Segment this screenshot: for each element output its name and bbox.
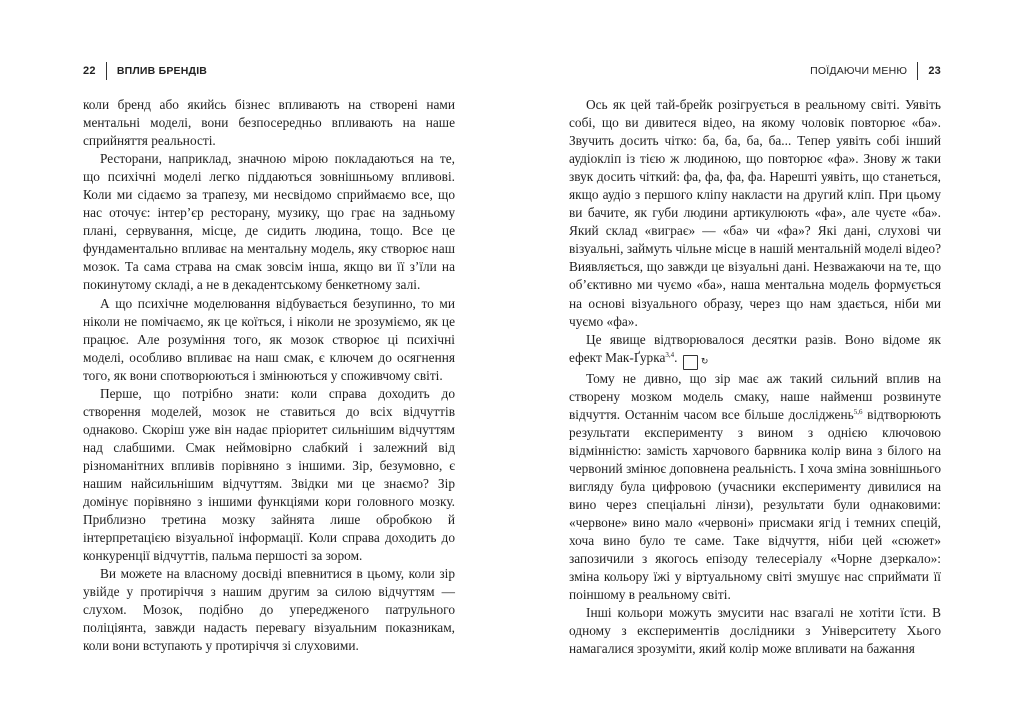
paragraph-text-end: . — [674, 349, 678, 365]
left-running-head — [83, 62, 207, 80]
left-body-text — [83, 96, 455, 655]
right-running-title: ПОЇДАЮЧИ МЕНЮ — [810, 65, 908, 77]
footnote-ref: 3,4 — [665, 350, 675, 359]
header-divider — [106, 62, 107, 80]
paragraph — [569, 331, 941, 370]
paragraph: коли бренд або якийсь бізнес впливають на створені нами ментальні моделі, вони безпосередньо впливають на наше сприйняття реальності. — [83, 97, 455, 149]
video-link-icon: ↻ — [683, 355, 698, 370]
paragraph-text: Тому не дивно, що зір має аж такий сильний вплив на створену мозком модель смаку, наше найменш розвинуте відчуття. Останнім часом все більше досліджень — [569, 370, 941, 422]
left-page-number: 22 — [83, 65, 96, 77]
right-body-text — [569, 96, 941, 658]
paragraph-text: Це явище відтворювалося десятки разів. Воно відоме як ефект Мак-Ґурка — [569, 331, 941, 365]
paragraph: А що психічне моделювання відбувається безупинно, то ми ніколи не помічаємо, як це коїться, і ніколи не зрозуміємо, як це працює. Але розуміння того, як мозок створює ці психічні моделі, особливо впливає на наш смак, є ключем до осягнення того, як вони спотворюються і змінюються у споживчому світі. — [83, 295, 455, 383]
paragraph — [569, 370, 941, 605]
paragraph: Перше, що потрібно знати: коли справа доходить до створення моделей, мозок не ставиться до всіх відчуттів однаково. Скоріш уже він надає пріоритет сильнішим відчуттям над слабшими. Смак неймовірно слабкий і залежний від різноманітних впливів порівняно з іншими. Зір, безумовно, є нашим найсильнішим відчуттям. Звідки ми це знаємо? Зір домінує порівняно з іншими функціями кори головного мозку. Приблизно третина мозку зайнята лише обробкою й інтерпретацією візуальної інформації. Коли справа доходить до конкуренції відчуттів, пальма першості за зором. — [83, 385, 455, 564]
paragraph: Інші кольори можуть змусити нас взагалі не хотіти їсти. В одному з експериментів дослідники з Університету Хього намагалися зрозуміти, який колір може впливати на бажання — [569, 605, 941, 657]
right-page — [512, 0, 1024, 716]
paragraph: Ось як цей тай-брейк розігрується в реальному світі. Уявіть собі, що ви дивитеся відео, на якому чоловік повторює «ба». Звучить досить чітко: ба, ба, ба, ба... Тепер уявіть собі інший аудіокліп із тією ж людиною, що повторює «фа». Знову ж таки звук досить чіткий: фа, фа, фа, фа. Нарешті уявіть, що станеться, якщо аудіо з першого кліпу накласти на другий кліп. При цьому ви бачите, як губи людини артикулюють «фа», але чуєте «ба». Який склад «виграє» — «ба» чи «фа»? Які дані, слухові чи візуальні, займуть чільне місце в нашій ментальній моделі відео? Виявляється, що завжди це візуальні дані. Незважаючи на те, що об’єктивно ми чуємо «ба», наша ментальна модель формується на основі візуального образу, через що нам здається, ніби ми чуємо «фа». — [569, 97, 941, 329]
left-running-title: ВПЛИВ БРЕНДІВ — [116, 65, 208, 77]
paragraph: Ресторани, наприклад, значною мірою покладаються на те, що психічні моделі легко піддаються зовнішньому впливові. Коли ми сідаємо за трапезу, ми несвідомо сприймаємо все, що нас оточує: інтер’єр ресторану, музику, що грає на задньому плані, сервування, місце, де сидить людина, тощо. Все це фундаментально впливає на ментальну модель, яку створює наш мозок. Та сама страва на смак зовсім інша, якщо ви її з’їли на покинутому складі, а не в декадентському бенкетному залі. — [83, 151, 455, 293]
footnote-ref: 5,6 — [853, 407, 863, 416]
paragraph: Ви можете на власному досвіді впевнитися в цьому, коли зір увійде у протиріччя з нашим другим за силою відчуттям — слухом. Мозок, подібно до упередженого патрульного поліціянта, завжди надасть перевагу візуальним показникам, коли вони вступають у протиріччя зі слуховими. — [83, 566, 455, 654]
header-divider — [917, 62, 918, 80]
right-page-number: 23 — [928, 65, 941, 77]
right-running-head — [810, 62, 941, 80]
paragraph-text: відтворюють результати експерименту з вином з однією ключовою відмінністю: замість харчового барвника колір вина з білого на червоний змінює доповнена реальність. І хоча зміна зовнішнього вигляду була цифровою (учасники експерименту дивилися на вино через спеціальні лінзи), результати були однаковими: «червоне» вино мало «червоні» присмаки ягід і темних спецій, хоча вино було те саме. Таке відчуття, ніби цей «сюжет» запозичили з якогось епізоду телесеріалу «Чорне дзеркало»: зміна кольору їжі у віртуальному світі змушує нас сприймати її поіншому в реальному світі. — [569, 406, 941, 603]
